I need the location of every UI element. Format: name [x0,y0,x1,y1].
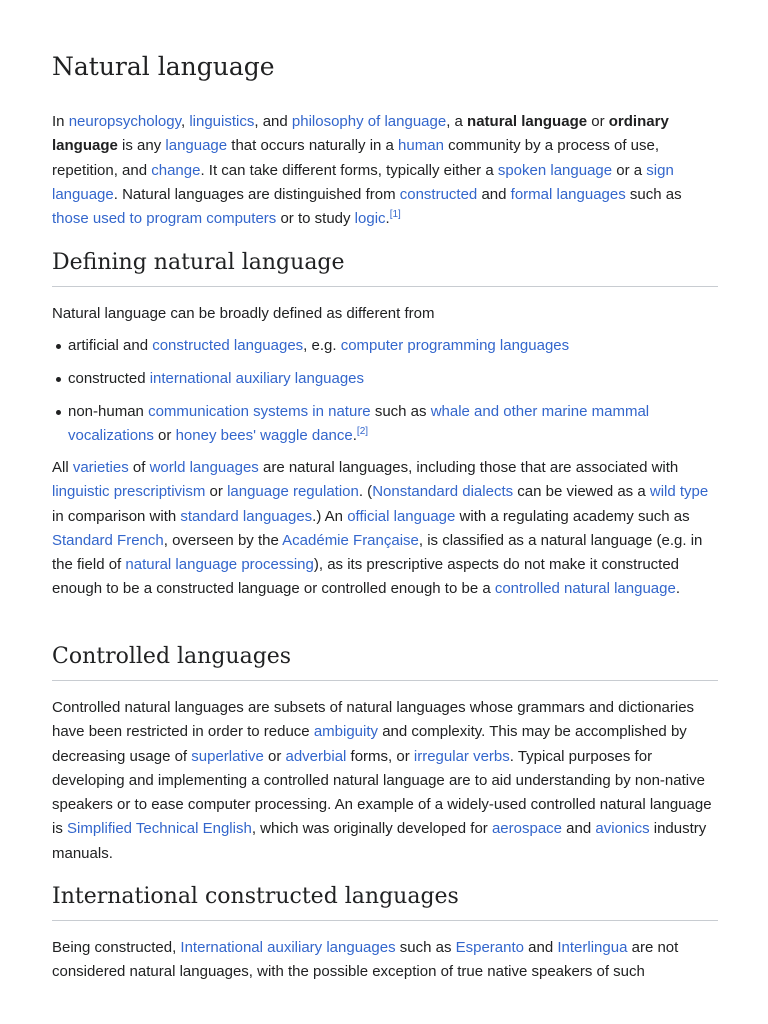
text: or to study [276,210,355,228]
link-logic[interactable]: logic [354,210,386,228]
link-waggle-dance[interactable]: honey bees' waggle dance [175,427,353,445]
text: such as [625,185,682,203]
text: . ( [358,483,373,501]
text: ), as its prescriptive aspects do not make it constructed enough to be a constructed language or controlled enough to be a [52,556,680,598]
bullet-icon [56,377,61,382]
list-item [68,367,718,391]
section-heading-controlled: Controlled languages [52,644,718,681]
text: . [352,427,357,445]
link-international-auxiliary-languages[interactable]: international auxiliary languages [149,370,365,387]
link-esperanto[interactable]: Esperanto [455,939,524,956]
definition-list [52,334,718,444]
text: that occurs naturally in a [227,137,399,155]
text: or [153,427,176,445]
link-programming-languages[interactable]: those used to program computers [52,210,277,228]
text: of [128,459,150,476]
text: Controlled natural languages are subsets of natural languages whose grammars and dictionaries have been restricted in order to reduce [52,699,695,741]
section1-lead: Natural language can be broadly defined as different from [52,305,435,322]
link-philosophy-of-language[interactable]: philosophy of language [291,113,447,130]
link-ambiguity[interactable]: ambiguity [313,723,379,741]
list-item [68,400,718,449]
list-item [68,334,718,358]
text: . [385,210,390,228]
section-heading-international: International constructed languages [52,884,718,921]
text: , overseen by the [163,531,283,549]
text: industry manuals. [52,820,707,862]
text: , a [446,113,468,130]
text: in comparison with [52,507,181,525]
link-language-regulation[interactable]: language regulation [227,483,359,501]
text: or [263,747,286,765]
link-marine-mammal-vocalizations[interactable]: whale and other marine mammal vocalizations [68,403,650,445]
link-academie-francaise[interactable]: Académie Française [282,531,419,549]
text: or [205,483,228,501]
text: and complexity. This may be accomplished by decreasing usage of [52,723,687,765]
section3-paragraph [52,936,718,985]
section-heading-defining: Defining natural language [52,250,718,287]
link-wild-type[interactable]: wild type [649,483,709,501]
text: or [587,113,609,130]
link-adverbial[interactable]: adverbial [285,747,347,765]
text: , e.g. [303,337,341,354]
text: artificial and [68,337,153,354]
text: community by a process of use, repetition, and [52,137,660,179]
link-varieties[interactable]: varieties [72,459,129,476]
link-change[interactable]: change [151,161,201,179]
link-spoken-language[interactable]: spoken language [497,161,613,179]
text: . [675,580,680,598]
text: are natural languages, including those that are associated with [258,459,679,476]
text: , which was originally developed for [251,820,492,838]
link-aerospace[interactable]: aerospace [491,820,563,838]
text: , is classified as a natural language (e.g. in the field of [52,531,703,574]
link-standard-languages[interactable]: standard languages [180,507,313,525]
link-sign-language[interactable]: sign language [52,161,674,203]
link-natural-language-processing[interactable]: natural language processing [125,556,314,574]
text: constructed [68,370,150,387]
link-official-language[interactable]: official language [347,507,456,525]
link-linguistics[interactable]: linguistics [189,113,255,130]
link-constructed-languages[interactable]: constructed languages [152,337,304,354]
link-world-languages[interactable]: world languages [149,459,259,476]
text: . It can take different forms, typically either a [200,161,498,179]
text: , [180,113,190,130]
link-controlled-natural-language[interactable]: controlled natural language [494,580,676,598]
section2-paragraph [52,696,718,866]
text: All [52,459,73,476]
link-international-auxiliary-languages[interactable]: International auxiliary languages [180,939,396,956]
bold-term-ordinary-language: ordinary language [52,113,669,155]
text: .) An [312,507,348,525]
link-constructed[interactable]: constructed [399,185,478,203]
text: . Typical purposes for developing and implementing a controlled natural language are to aid understanding by non-native speakers or to ease computer processing. An example of a widely-used controlled natural language is [52,747,712,838]
page-title: Natural language [52,52,275,81]
link-computer-programming-languages[interactable]: computer programming languages [340,337,570,354]
text: , and [254,113,292,130]
link-simplified-technical-english[interactable]: Simplified Technical English [67,820,252,838]
text: non-human [68,403,149,420]
text: are not considered natural languages, with the possible exception of true native speakers of such [52,939,679,981]
section1-paragraph [52,456,718,602]
text: can be viewed as a [513,483,650,501]
text: such as [370,403,431,420]
link-human[interactable]: human [398,137,444,155]
link-superlative[interactable]: superlative [191,747,264,765]
text: and [562,820,596,838]
bullet-icon [56,344,61,349]
link-language[interactable]: language [165,137,228,155]
text: and [524,939,558,956]
text: forms, or [346,747,414,765]
reference-link[interactable]: [1] [389,209,401,221]
reference-link[interactable]: [2] [356,426,369,438]
link-communication-systems-in-nature[interactable]: communication systems in nature [148,403,371,420]
text: such as [395,939,456,956]
link-interlingua[interactable]: Interlingua [557,939,628,956]
link-avionics[interactable]: avionics [595,820,650,838]
bold-term-natural-language: natural language [467,113,588,130]
text: . Natural languages are distinguished from [113,185,400,203]
text: Being constructed, [52,939,181,956]
bullet-icon [56,410,61,415]
text: is any [117,137,166,155]
link-nonstandard-dialects[interactable]: Nonstandard dialects [372,483,514,501]
link-standard-french[interactable]: Standard French [52,531,164,549]
link-linguistic-prescriptivism[interactable]: linguistic prescriptivism [52,483,206,501]
intro-paragraph [52,110,718,231]
link-irregular-verbs[interactable]: irregular verbs [413,747,510,765]
link-neuropsychology[interactable]: neuropsychology [68,113,181,130]
text: and [477,185,511,203]
text: In [52,113,69,130]
text: with a regulating academy such as [455,507,690,525]
link-formal-languages[interactable]: formal languages [510,185,626,203]
text: or a [612,161,647,179]
